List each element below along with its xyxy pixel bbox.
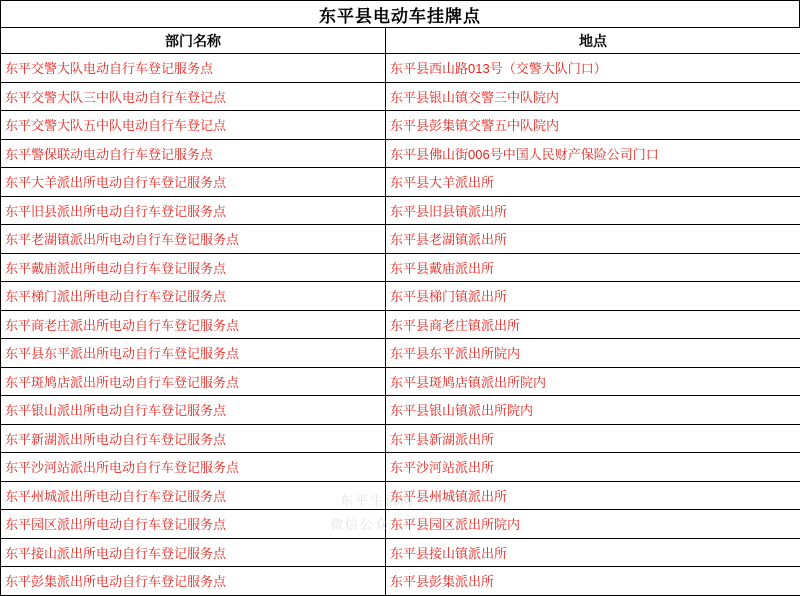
table-row	[1, 424, 800, 453]
cell-location: 东平县州城镇派出所	[386, 481, 800, 510]
cell-location: 东平县银山镇交警三中队院内	[386, 82, 800, 111]
table-row	[1, 82, 800, 111]
cell-department: 东平园区派出所电动自行车登记服务点	[1, 510, 386, 539]
table-row	[1, 310, 800, 339]
cell-location: 东平县大羊派出所	[386, 168, 800, 197]
table-row	[1, 396, 800, 425]
table-row	[1, 225, 800, 254]
document-title-bar	[0, 0, 800, 27]
cell-department: 东平交警大队三中队电动自行车登记点	[1, 82, 386, 111]
table-row	[1, 510, 800, 539]
table-row	[1, 196, 800, 225]
cell-location: 东平县商老庄镇派出所	[386, 310, 800, 339]
page-title: 东平县电动车挂牌点	[319, 2, 481, 27]
table-row	[1, 139, 800, 168]
column-header-department: 部门名称	[1, 28, 386, 54]
cell-department: 东平商老庄派出所电动自行车登记服务点	[1, 310, 386, 339]
cell-department: 东平州城派出所电动自行车登记服务点	[1, 481, 386, 510]
cell-department: 东平斑鸠店派出所电动自行车登记服务点	[1, 367, 386, 396]
cell-department: 东平交警大队五中队电动自行车登记点	[1, 111, 386, 140]
cell-location: 东平县园区派出所院内	[386, 510, 800, 539]
cell-location: 东平县老湖镇派出所	[386, 225, 800, 254]
watermark-line-1: 东平生活网	[340, 490, 415, 509]
cell-location: 东平县梯门镇派出所	[386, 282, 800, 311]
cell-location: 东平县新湖派出所	[386, 424, 800, 453]
cell-department: 东平老湖镇派出所电动自行车登记服务点	[1, 225, 386, 254]
table-row	[1, 481, 800, 510]
cell-department: 东平接山派出所电动自行车登记服务点	[1, 538, 386, 567]
table-row	[1, 453, 800, 482]
cell-department: 东平交警大队电动自行车登记服务点	[1, 54, 386, 83]
table-row	[1, 367, 800, 396]
registration-points-table	[0, 27, 800, 596]
cell-location: 东平县旧县镇派出所	[386, 196, 800, 225]
cell-department: 东平县东平派出所电动自行车登记服务点	[1, 339, 386, 368]
table-header-row	[1, 28, 800, 54]
cell-location: 东平县西山路013号（交警大队门口）	[386, 54, 800, 83]
table-row	[1, 538, 800, 567]
table-body	[1, 54, 800, 596]
cell-location: 东平县佛山街006号中国人民财产保险公司门口	[386, 139, 800, 168]
cell-location: 东平县斑鸠店镇派出所院内	[386, 367, 800, 396]
table-row	[1, 567, 800, 596]
table-row	[1, 54, 800, 83]
cell-department: 东平沙河站派出所电动自行车登记服务点	[1, 453, 386, 482]
cell-department: 东平戴庙派出所电动自行车登记服务点	[1, 253, 386, 282]
cell-location: 东平县彭集镇交警五中队院内	[386, 111, 800, 140]
table-row	[1, 168, 800, 197]
table-row	[1, 339, 800, 368]
table-row	[1, 111, 800, 140]
cell-department: 东平银山派出所电动自行车登记服务点	[1, 396, 386, 425]
table-row	[1, 253, 800, 282]
cell-location: 东平沙河站派出所	[386, 453, 800, 482]
cell-department: 东平彭集派出所电动自行车登记服务点	[1, 567, 386, 596]
table-row	[1, 282, 800, 311]
column-header-location: 地点	[386, 28, 800, 54]
cell-location: 东平县接山镇派出所	[386, 538, 800, 567]
cell-department: 东平大羊派出所电动自行车登记服务点	[1, 168, 386, 197]
cell-department: 东平新湖派出所电动自行车登记服务点	[1, 424, 386, 453]
cell-department: 东平梯门派出所电动自行车登记服务点	[1, 282, 386, 311]
cell-location: 东平县戴庙派出所	[386, 253, 800, 282]
cell-location: 东平县东平派出所院内	[386, 339, 800, 368]
cell-department: 东平旧县派出所电动自行车登记服务点	[1, 196, 386, 225]
cell-location: 东平县银山镇派出所院内	[386, 396, 800, 425]
watermark-line-2: 微信公众号	[330, 514, 405, 533]
cell-department: 东平警保联动电动自行车登记服务点	[1, 139, 386, 168]
cell-location: 东平县彭集派出所	[386, 567, 800, 596]
